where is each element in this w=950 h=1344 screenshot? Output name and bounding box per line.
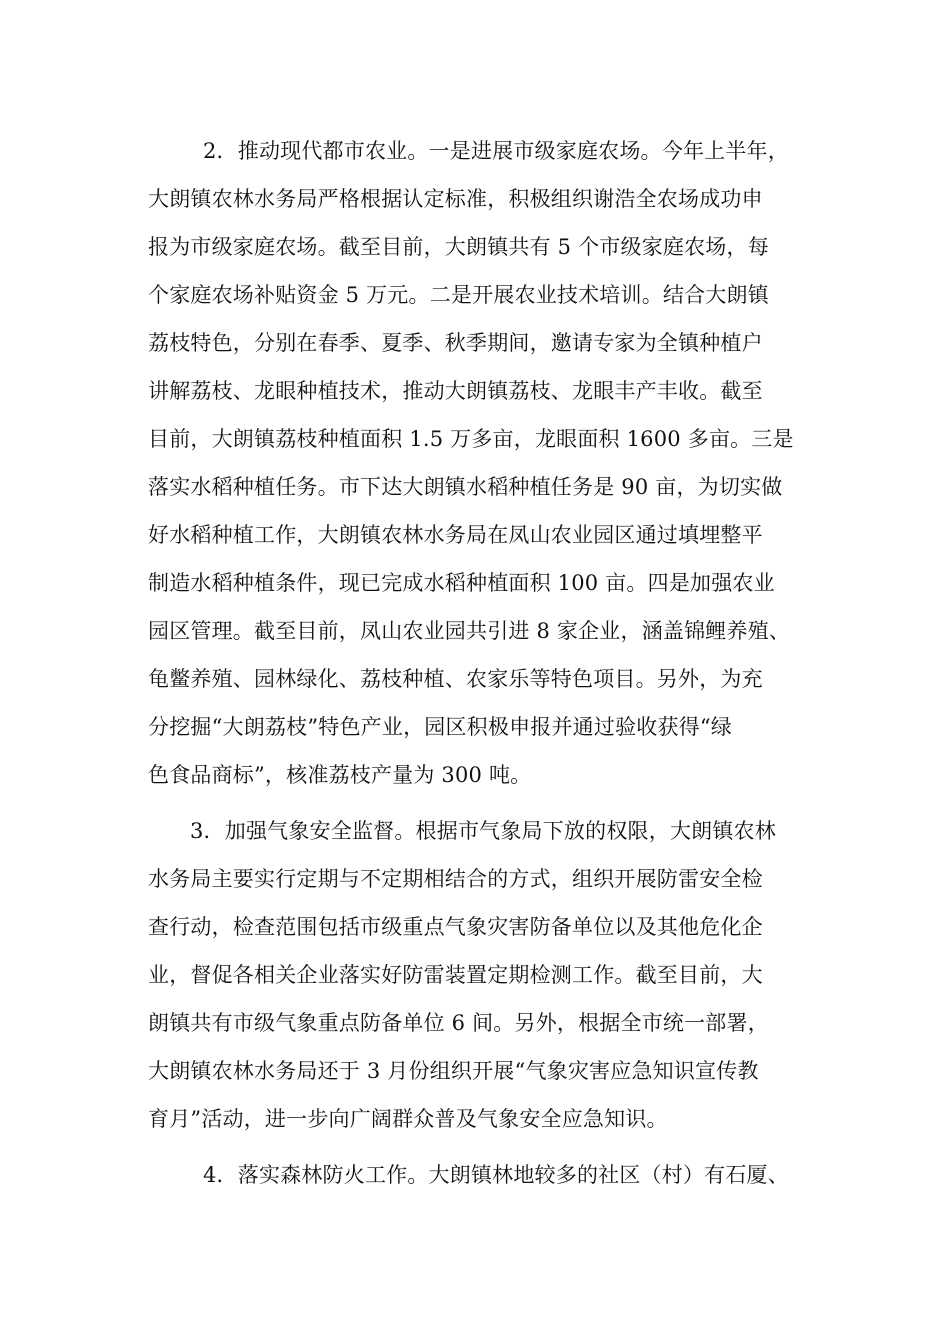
text-line: 荔枝特色，分别在春季、夏季、秋季期间，邀请专家为全镇种植户 (148, 331, 763, 355)
text-line: 分挖掘“大朗荔枝”特色产业，园区积极申报并通过验收获得“绿 (148, 715, 733, 739)
text-line: 龟鳖养殖、园林绿化、荔枝种植、农家乐等特色项目。另外，为充 (148, 667, 763, 691)
text-line: 落实水稻种植任务。市下达大朗镇水稻种植任务是 90 亩，为切实做 (148, 475, 783, 499)
text-line: 4．落实森林防火工作。大朗镇林地较多的社区（村）有石厦、 (203, 1163, 789, 1187)
text-line: 讲解荔枝、龙眼种植技术，推动大朗镇荔枝、龙眼丰产丰收。截至 (148, 379, 763, 403)
text-line: 园区管理。截至目前，凤山农业园共引进 8 家企业，涵盖锦鲤养殖、 (148, 619, 791, 643)
text-line: 2．推动现代都市农业。一是进展市级家庭农场。今年上半年， (203, 139, 789, 163)
text-line: 大朗镇农林水务局严格根据认定标准，积极组织谢浩全农场成功申 (148, 187, 763, 211)
text-line: 好水稻种植工作，大朗镇农林水务局在凤山农业园区通过填埋整平 (148, 523, 763, 547)
text-line: 3．加强气象安全监督。根据市气象局下放的权限，大朗镇农林 (190, 819, 776, 843)
text-line: 个家庭农场补贴资金 5 万元。二是开展农业技术培训。结合大朗镇 (148, 283, 769, 307)
text-line: 查行动，检查范围包括市级重点气象灾害防备单位以及其他危化企 (148, 915, 763, 939)
text-line: 朗镇共有市级气象重点防备单位 6 间。另外，根据全市统一部署， (148, 1011, 769, 1035)
text-line: 目前，大朗镇荔枝种植面积 1.5 万多亩，龙眼面积 1600 多亩。三是 (148, 427, 794, 451)
text-line: 业，督促各相关企业落实好防雷装置定期检测工作。截至目前，大 (148, 963, 763, 987)
text-line: 大朗镇农林水务局还于 3 月份组织开展“气象灾害应急知识宣传教 (148, 1059, 759, 1083)
text-line: 水务局主要实行定期与不定期相结合的方式，组织开展防雷安全检 (148, 867, 763, 891)
text-line: 报为市级家庭农场。截至目前，大朗镇共有 5 个市级家庭农场，每 (148, 235, 769, 259)
text-line: 制造水稻种植条件，现已完成水稻种植面积 100 亩。四是加强农业 (148, 571, 775, 595)
text-line: 育月”活动，进一步向广阔群众普及气象安全应急知识。 (148, 1107, 668, 1131)
text-line: 色食品商标”，核准荔枝产量为 300 吨。 (148, 763, 532, 787)
